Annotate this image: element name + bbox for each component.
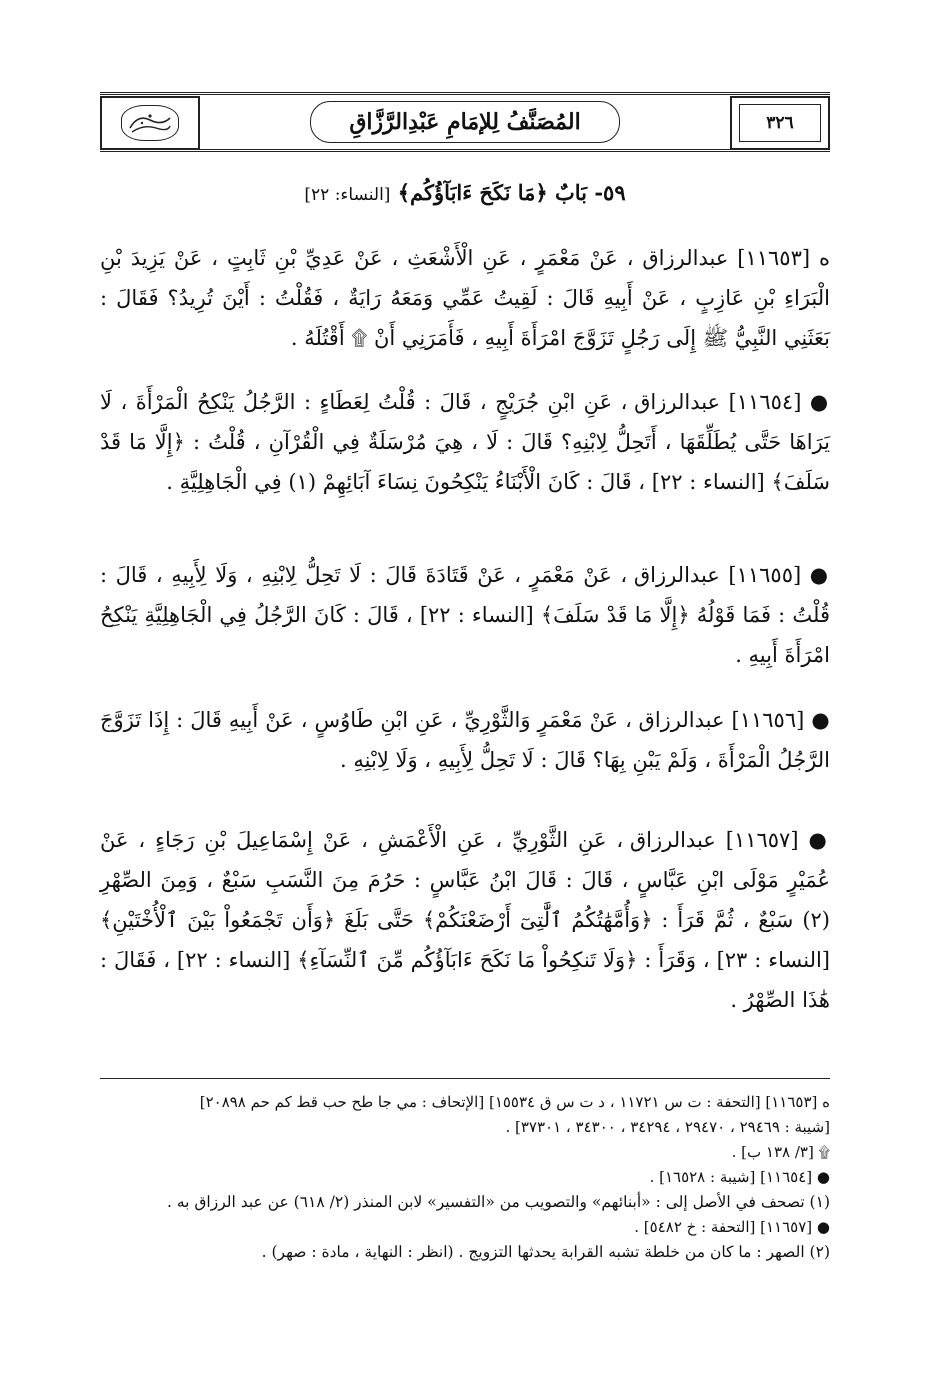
page-header <box>100 92 830 152</box>
chapter-heading <box>0 180 930 205</box>
footnote-2: (٢) الصهر : ما كان من خلطة تشبه القرابة يحدثها التزويج . (انظر : النهاية ، مادة : صهر) . <box>261 1243 830 1261</box>
hadith-11657 <box>100 820 830 1020</box>
hadith-text: عبدالرزاق ، عَنِ ابْنِ جُرَيْجٍ ، قَالَ : قُلْتُ لِعَطَاءٍ : الرَّجُلُ يَنْكِحُ الْمَرْأَةَ ، لَا يَرَاهَا حَتَّى يُطَلِّقَهَا ، أَتَحِلُّ لِابْنِهِ؟ قَالَ : لَا ، هِيَ مُرْسَلَةٌ فِي الْقُرْآنِ ، قُلْتُ : ﴿إِلَّا مَا قَدْ سَلَفَ﴾ [النساء : ٢٢] ، قَالَ : كَانَ الْأَبْنَاءُ يَنْكِحُونَ نِسَاءَ آبَائِهِمْ (١) فِي الْجَاهِلِيَّةِ . <box>100 390 830 494</box>
hadith-number: [١١٦٥٦] <box>731 708 805 732</box>
takhrij-11653: ه [١١٦٥٣] [التحفة : ت س ١١٧٢١ ، د ت س ق ١٥٥٣٤] [الإتحاف : مي جا طح حب قط كم حم ٢٠٨٩٨] <box>199 1093 830 1111</box>
hadith-marker: ● <box>809 563 830 587</box>
hadith-11656 <box>100 700 830 780</box>
hadith-marker: ● <box>808 828 830 852</box>
hadith-marker: ● <box>809 390 830 414</box>
hadith-marker: ه <box>818 246 830 270</box>
book-seal-ornament <box>100 96 200 150</box>
takhrij-11653-shaybah: [شيبة : ٢٩٤٦٩ ، ٢٩٤٧٠ ، ٣٤٢٩٤ ، ٣٤٣٠٠ ، ٣٧٣٠١] . <box>505 1118 830 1136</box>
book-title: المُصَنَّفُ لِلإمَامِ عَبْدِالرَّزَّاقِ <box>310 101 620 143</box>
chapter-title: ٥٩- بَابٌ ﴿مَا نَكَحَ ءَابَآؤُكُم﴾ <box>397 180 626 205</box>
hadith-marker: ● <box>811 708 830 732</box>
hadith-number: [١١٦٥٤] <box>728 390 802 414</box>
hadith-text: عبدالرزاق ، عَنْ مَعْمَرٍ ، عَنْ قَتَادَةَ قَالَ : لَا تَحِلُّ لِابْنِهِ ، وَلَا لِأَبِيهِ ، قَالَ : قُلْتُ : فَمَا قَوْلُهُ ﴿إِلَّا مَا قَدْ سَلَفَ﴾ [النساء : ٢٢] ، قَالَ : كَانَ الرَّجُلُ فِي الْجَاهِلِيَّةِ يَنْكِحُ امْرَأَةَ أَبِيهِ . <box>100 563 830 667</box>
page-number: ٣٢٦ <box>739 104 821 142</box>
takhrij-11657: ● [١١٦٥٧] [التحفة : خ ٥٤٨٢] . <box>634 1218 830 1236</box>
hadith-11653 <box>100 238 830 358</box>
hadith-number: [١١٦٥٣] <box>737 246 811 270</box>
takhrij-11654: ● [١١٦٥٤] [شيبة : ١٦٥٢٨] . <box>649 1168 830 1186</box>
footnote-divider <box>100 1078 830 1079</box>
page-number-ornament <box>730 96 830 150</box>
footnote-1: (١) تصحف في الأصل إلى : «أبنائهم» والتصويب من «التفسير» لابن المنذر (٢/ ٦١٨) عن عبد الرزاق به . <box>166 1193 830 1211</box>
hadith-text: عبدالرزاق ، عَنِ الثَّوْرِيِّ ، عَنِ الْأَعْمَشِ ، عَنْ إِسْمَاعِيلَ بْنِ رَجَاءٍ ، عَنْ عُمَيْرٍ مَوْلَى ابْنِ عَبَّاسٍ ، قَالَ : قَالَ ابْنُ عَبَّاسٍ : حَرُمَ مِنَ النَّسَبِ سَبْعٌ ، وَمِنَ الصِّهْرِ (٢) سَبْعٌ ، ثُمَّ قَرَأَ : ﴿وَأُمَّهَٰتُكُمُ ٱلَّٰتِىٓ أَرْضَعْنَكُمْ﴾ حَتَّى بَلَغَ ﴿وَأَن تَجْمَعُواْ بَيْنَ ٱلْأُخْتَيْنِ﴾ [النساء : ٢٣] ، وَقَرَأَ : ﴿وَلَا تَنكِحُواْ مَا نَكَحَ ءَابَآؤُكُم مِّنَ ٱلنِّسَآءِ﴾ [النساء : ٢٢] ، فَقَالَ : هَٰذَا الصِّهْرُ . <box>100 828 830 1012</box>
hadith-text: عبدالرزاق ، عَنْ مَعْمَرٍ ، عَنِ الْأَشْعَثِ ، عَنْ عَدِيِّ بْنِ ثَابِتٍ ، عَنْ يَزِيدَ بْنِ الْبَرَاءِ بْنِ عَازِبٍ ، عَنْ أَبِيهِ قَالَ : لَقِيتُ عَمِّي وَمَعَهُ رَايَةٌ ، فَقُلْتُ : أَيْنَ تُرِيدُ؟ فَقَالَ : بَعَثَنِي النَّبِيُّ ﷺ إِلَى رَجُلٍ تَزَوَّجَ امْرَأَةَ أَبِيهِ ، فَأَمَرَنِي أَنْ ۩ أَقْتُلَهُ . <box>100 246 830 350</box>
hadith-number: [١١٦٥٧] <box>725 828 799 852</box>
hadith-11654 <box>100 382 830 502</box>
chapter-ref: [النساء: ٢٢] <box>304 185 391 205</box>
footnotes <box>100 1090 830 1265</box>
hadith-number: [١١٦٥٥] <box>728 563 802 587</box>
hadith-text: عبدالرزاق ، عَنْ مَعْمَرٍ وَالثَّوْرِيِّ ، عَنِ ابْنِ طَاوُسٍ ، عَنْ أَبِيهِ قَالَ : إِذَا تَزَوَّجَ الرَّجُلُ الْمَرْأَةَ ، وَلَمْ يَبْنِ بِهَا؟ قَالَ : لَا تَحِلُّ لِأَبِيهِ ، وَلَا لِابْنِهِ . <box>100 708 830 772</box>
manuscript-folio-note: ۩ [٣/ ١٣٨ ب] . <box>731 1143 830 1161</box>
book-seal-icon <box>121 105 179 141</box>
hadith-11655 <box>100 555 830 675</box>
